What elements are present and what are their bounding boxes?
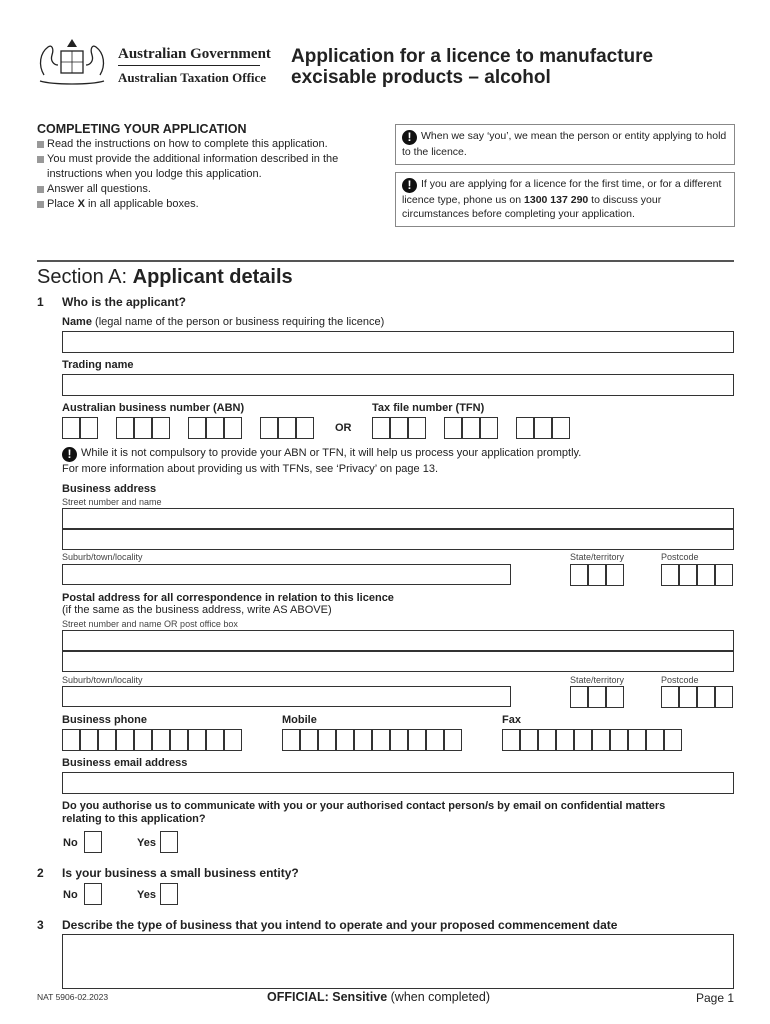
business-phone-input[interactable] bbox=[62, 729, 244, 751]
section-name: Applicant details bbox=[132, 266, 293, 288]
question-number: 2 bbox=[37, 866, 44, 880]
abn-input[interactable] bbox=[62, 417, 332, 439]
question-line: Do you authorise us to communicate with you or your authorised contact person/s by email on confidential matters bbox=[62, 800, 666, 812]
email-label: Business email address bbox=[62, 757, 188, 769]
small-business-yes-checkbox[interactable] bbox=[160, 883, 178, 905]
digit-box[interactable] bbox=[502, 729, 520, 751]
section-title bbox=[37, 266, 293, 289]
mobile-input[interactable] bbox=[282, 729, 464, 751]
digit-box[interactable] bbox=[390, 729, 408, 751]
phone-number: 1300 137 290 bbox=[524, 194, 589, 206]
agency-name: Australian Taxation Office bbox=[118, 70, 267, 85]
digit-box[interactable] bbox=[188, 417, 206, 439]
authorise-no-checkbox[interactable] bbox=[84, 831, 102, 853]
yes-label: Yes bbox=[137, 837, 156, 849]
postal-state-input[interactable] bbox=[570, 686, 632, 708]
question-line: relating to this application? bbox=[62, 813, 206, 825]
digit-box[interactable] bbox=[661, 686, 679, 708]
digit-box[interactable] bbox=[354, 729, 372, 751]
digit-box[interactable] bbox=[628, 729, 646, 751]
digit-box[interactable] bbox=[282, 729, 300, 751]
form-title-line1: Application for a licence to manufacture bbox=[291, 46, 654, 67]
digit-box[interactable] bbox=[697, 564, 715, 586]
digit-box[interactable] bbox=[260, 417, 278, 439]
label-text: Name bbox=[62, 316, 92, 328]
digit-box[interactable] bbox=[224, 729, 242, 751]
business-phone-label: Business phone bbox=[62, 714, 147, 726]
digit-box[interactable] bbox=[444, 417, 462, 439]
digit-box[interactable] bbox=[170, 729, 188, 751]
tfn-label: Tax file number (TFN) bbox=[372, 402, 485, 414]
digit-box[interactable] bbox=[408, 729, 426, 751]
fax-input[interactable] bbox=[502, 729, 684, 751]
digit-box[interactable] bbox=[372, 729, 390, 751]
digit-box[interactable] bbox=[570, 564, 588, 586]
question-text: Who is the applicant? bbox=[62, 295, 187, 309]
authorise-yes-checkbox[interactable] bbox=[160, 831, 178, 853]
digit-box[interactable] bbox=[300, 729, 318, 751]
postal-postcode-input[interactable] bbox=[661, 686, 734, 708]
trading-name-label: Trading name bbox=[62, 359, 134, 371]
trading-name-input[interactable] bbox=[62, 374, 734, 396]
digit-box[interactable] bbox=[152, 417, 170, 439]
coat-of-arms-logo bbox=[34, 35, 110, 87]
digit-box[interactable] bbox=[592, 729, 610, 751]
digit-box[interactable] bbox=[462, 417, 480, 439]
note-text: When we say ‘you’, we mean the person or entity applying to hold to the licence. bbox=[402, 130, 727, 158]
business-suburb-input[interactable] bbox=[62, 564, 511, 585]
form-code: NAT 5906-02.2023 bbox=[37, 992, 109, 1002]
email-input[interactable] bbox=[62, 772, 734, 794]
government-name: Australian Government bbox=[118, 46, 271, 62]
digit-box[interactable] bbox=[188, 729, 206, 751]
digit-box[interactable] bbox=[336, 729, 354, 751]
digit-box[interactable] bbox=[206, 417, 224, 439]
digit-box[interactable] bbox=[679, 564, 697, 586]
alert-icon: ! bbox=[402, 130, 417, 145]
question-text: Is your business a small business entity? bbox=[62, 866, 299, 880]
section-prefix: Section A: bbox=[37, 266, 128, 288]
tfn-input[interactable] bbox=[372, 417, 577, 439]
question-text: Describe the type of business that you intend to operate and your proposed commencement date bbox=[62, 918, 618, 932]
page-number: Page 1 bbox=[696, 991, 735, 1005]
form-title-line2: excisable products – alcohol bbox=[291, 67, 551, 88]
small-business-no-checkbox[interactable] bbox=[84, 883, 102, 905]
digit-box[interactable] bbox=[134, 729, 152, 751]
digit-box[interactable] bbox=[206, 729, 224, 751]
digit-box[interactable] bbox=[80, 729, 98, 751]
digit-box[interactable] bbox=[426, 729, 444, 751]
you-meaning-note bbox=[395, 124, 735, 165]
no-label: No bbox=[63, 889, 78, 901]
authorise-question bbox=[62, 800, 665, 826]
note-text: to discuss your circumstances before completing your application. bbox=[402, 194, 662, 220]
yes-label: Yes bbox=[137, 889, 156, 901]
business-description-input[interactable] bbox=[62, 934, 734, 989]
abn-label: Australian business number (ABN) bbox=[62, 402, 245, 414]
question-number: 3 bbox=[37, 918, 44, 932]
digit-box[interactable] bbox=[152, 729, 170, 751]
note-text: For more information about providing us with TFNs, see ‘Privacy’ on page 13. bbox=[62, 463, 439, 475]
business-street-input-line2[interactable] bbox=[62, 529, 734, 550]
section-divider bbox=[37, 260, 734, 262]
digit-box[interactable] bbox=[318, 729, 336, 751]
note-text: While it is not compulsory to provide your ABN or TFN, it will help us process your application promptly. bbox=[81, 447, 582, 459]
digit-box[interactable] bbox=[588, 686, 606, 708]
digit-box[interactable] bbox=[679, 686, 697, 708]
classification-suffix: (when completed) bbox=[390, 990, 490, 1004]
form-title bbox=[291, 46, 653, 88]
postal-street-input-line1[interactable] bbox=[62, 630, 734, 651]
digit-box[interactable] bbox=[715, 686, 733, 708]
digit-box[interactable] bbox=[480, 417, 498, 439]
no-label: No bbox=[63, 837, 78, 849]
digit-box[interactable] bbox=[715, 564, 733, 586]
label-hint: (legal name of the person or business requiring the licence) bbox=[95, 316, 385, 328]
digit-box[interactable] bbox=[574, 729, 592, 751]
digit-box[interactable] bbox=[516, 417, 534, 439]
instruction-item: You must provide the additional information described in the instructions when you lodge this application. bbox=[37, 152, 377, 182]
digit-box[interactable] bbox=[588, 564, 606, 586]
digit-box[interactable] bbox=[606, 564, 624, 586]
postcode-label: Postcode bbox=[661, 552, 699, 562]
postal-street-label: Street number and name OR post office box bbox=[62, 619, 238, 629]
digit-box[interactable] bbox=[520, 729, 538, 751]
fax-label: Fax bbox=[502, 714, 521, 726]
instructions-list bbox=[37, 137, 377, 212]
business-postcode-input[interactable] bbox=[661, 564, 734, 586]
note-text: If you are applying for a licence for the first time, or for a different licence type, phone us on bbox=[402, 178, 722, 206]
business-address-label: Business address bbox=[62, 483, 157, 495]
digit-box[interactable] bbox=[538, 729, 556, 751]
alert-icon: ! bbox=[62, 447, 77, 462]
postcode-label: Postcode bbox=[661, 675, 699, 685]
question-number: 1 bbox=[37, 295, 44, 309]
digit-box[interactable] bbox=[80, 417, 98, 439]
digit-box[interactable] bbox=[116, 729, 134, 751]
postal-suburb-input[interactable] bbox=[62, 686, 511, 707]
digit-box[interactable] bbox=[534, 417, 552, 439]
header-divider bbox=[118, 65, 260, 66]
or-label: OR bbox=[335, 422, 352, 434]
digit-box[interactable] bbox=[646, 729, 664, 751]
instruction-item: Answer all questions. bbox=[37, 182, 377, 197]
digit-box[interactable] bbox=[296, 417, 314, 439]
digit-box[interactable] bbox=[224, 417, 242, 439]
instruction-item: Read the instructions on how to complete this application. bbox=[37, 137, 377, 152]
name-input[interactable] bbox=[62, 331, 734, 353]
digit-box[interactable] bbox=[661, 564, 679, 586]
state-label: State/territory bbox=[570, 675, 625, 685]
digit-box[interactable] bbox=[116, 417, 134, 439]
digit-box[interactable] bbox=[62, 417, 80, 439]
mobile-label: Mobile bbox=[282, 714, 317, 726]
completing-heading: COMPLETING YOUR APPLICATION bbox=[37, 122, 247, 136]
postal-street-input-line2[interactable] bbox=[62, 651, 734, 672]
digit-box[interactable] bbox=[444, 729, 462, 751]
digit-box[interactable] bbox=[556, 729, 574, 751]
digit-box[interactable] bbox=[697, 686, 715, 708]
first-time-note bbox=[395, 172, 735, 227]
business-state-input[interactable] bbox=[570, 564, 632, 586]
business-street-input-line1[interactable] bbox=[62, 508, 734, 529]
postal-address-hint: (if the same as the business address, write AS ABOVE) bbox=[62, 604, 332, 616]
digit-box[interactable] bbox=[98, 729, 116, 751]
classification-label: OFFICIAL: Sensitive bbox=[267, 990, 388, 1004]
digit-box[interactable] bbox=[570, 686, 588, 708]
postal-address-label: Postal address for all correspondence in relation to this licence bbox=[62, 592, 394, 604]
digit-box[interactable] bbox=[664, 729, 682, 751]
digit-box[interactable] bbox=[390, 417, 408, 439]
tfn-note bbox=[62, 446, 581, 476]
digit-box[interactable] bbox=[372, 417, 390, 439]
street-label: Street number and name bbox=[62, 497, 162, 507]
name-label bbox=[62, 316, 384, 328]
state-label: State/territory bbox=[570, 552, 625, 562]
digit-box[interactable] bbox=[278, 417, 296, 439]
digit-box[interactable] bbox=[552, 417, 570, 439]
digit-box[interactable] bbox=[134, 417, 152, 439]
digit-box[interactable] bbox=[606, 686, 624, 708]
digit-box[interactable] bbox=[610, 729, 628, 751]
suburb-label: Suburb/town/locality bbox=[62, 552, 143, 562]
alert-icon: ! bbox=[402, 178, 417, 193]
security-classification bbox=[267, 990, 490, 1004]
digit-box[interactable] bbox=[408, 417, 426, 439]
instruction-item: Place X in all applicable boxes. bbox=[37, 197, 377, 212]
suburb-label: Suburb/town/locality bbox=[62, 675, 143, 685]
digit-box[interactable] bbox=[62, 729, 80, 751]
